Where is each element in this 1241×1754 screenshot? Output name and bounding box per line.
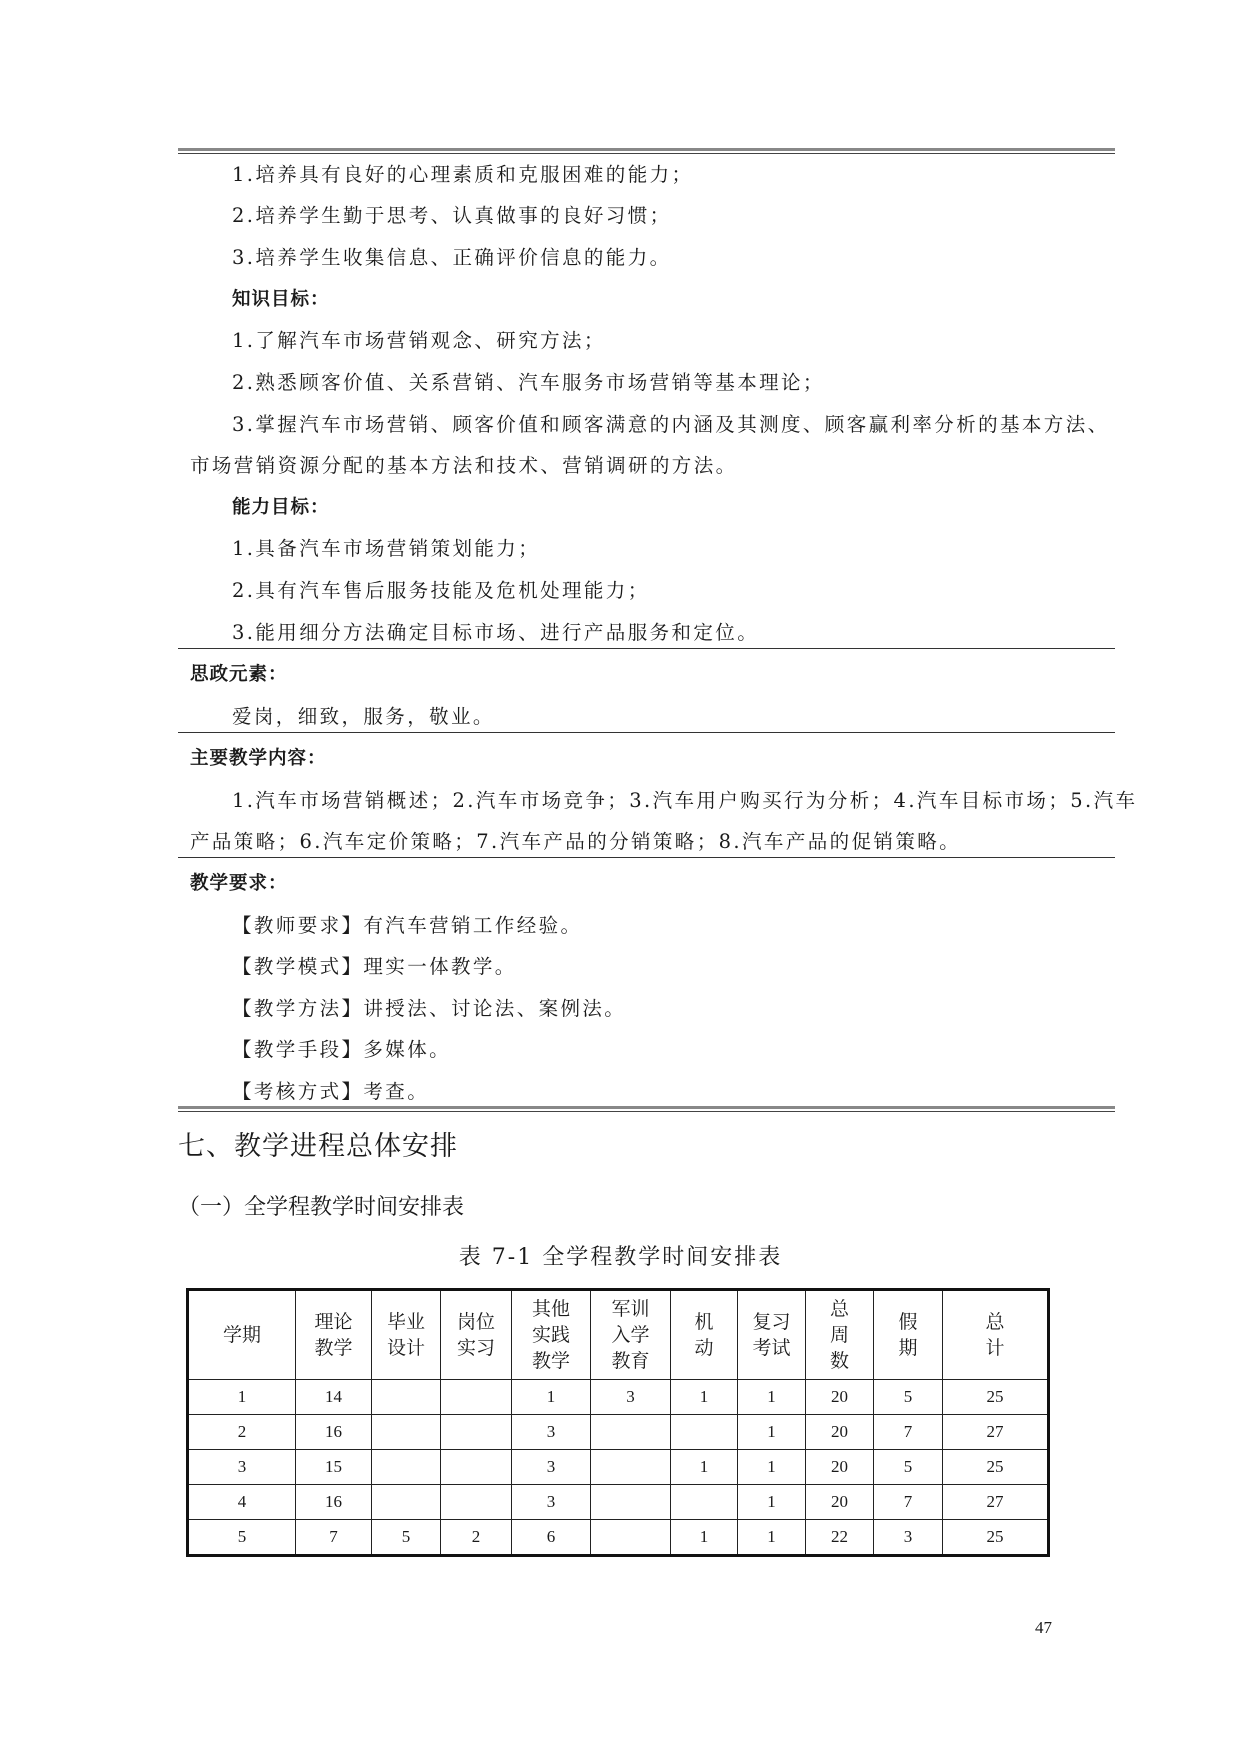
table-cell: 1 [738, 1520, 806, 1556]
table-cell: 22 [806, 1520, 874, 1556]
knowledge-item: 市场营销资源分配的基本方法和技术、营销调研的方法。 [190, 454, 738, 477]
ability-item: 2.具有汽车售后服务技能及危机处理能力； [232, 579, 650, 602]
requirement-item: 【教学模式】理实一体教学。 [232, 955, 517, 978]
knowledge-item: 2.熟悉顾客价值、关系营销、汽车服务市场营销等基本理论； [232, 371, 825, 394]
table-cell: 14 [296, 1380, 372, 1415]
table-cell: 2 [188, 1415, 296, 1450]
table-cell [671, 1415, 738, 1450]
table-cell: 7 [874, 1415, 943, 1450]
ability-item: 1.具备汽车市场营销策划能力； [232, 537, 541, 560]
requirement-item: 【教学手段】多媒体。 [232, 1038, 452, 1061]
requirement-item: 【教学方法】讲授法、讨论法、案例法。 [232, 997, 627, 1020]
content-line-2: 产品策略；6.汽车定价策略；7.汽车产品的分销策略；8.汽车产品的促销策略。 [190, 830, 962, 853]
table-cell [441, 1450, 512, 1485]
subsection-heading: （一）全学程教学时间安排表 [178, 1195, 465, 1220]
table-cell: 1 [671, 1520, 738, 1556]
header-cell: 学期 [188, 1290, 296, 1380]
table-cell [372, 1415, 441, 1450]
requirement-item: 【教师要求】有汽车营销工作经验。 [232, 914, 583, 937]
table-cell: 3 [591, 1380, 671, 1415]
table-cell: 3 [188, 1450, 296, 1485]
header-cell: 总 周 数 [806, 1290, 874, 1380]
table-cell: 20 [806, 1450, 874, 1485]
table-row [188, 1415, 1049, 1450]
table-cell: 1 [188, 1380, 296, 1415]
table-cell: 1 [671, 1450, 738, 1485]
header-cell: 军训 入学 教育 [591, 1290, 671, 1380]
table-cell: 7 [296, 1520, 372, 1556]
quality-goal-2: 2.培养学生勤于思考、认真做事的良好习惯； [232, 204, 672, 227]
page-number: 47 [1035, 1618, 1052, 1637]
knowledge-title: 知识目标： [232, 289, 330, 310]
table-cell [591, 1485, 671, 1520]
ability-item: 3.能用细分方法确定目标市场、进行产品服务和定位。 [232, 621, 760, 644]
requirement-item: 【考核方式】考查。 [232, 1080, 430, 1103]
table-cell: 16 [296, 1485, 372, 1520]
header-cell: 其他 实践 教学 [512, 1290, 591, 1380]
table-header-row [188, 1290, 1049, 1380]
header-cell: 毕业 设计 [372, 1290, 441, 1380]
section-divider [178, 732, 1115, 733]
table-cell: 20 [806, 1415, 874, 1450]
table-cell [591, 1415, 671, 1450]
table-caption: 表 7-1 全学程教学时间安排表 [458, 1245, 783, 1270]
table-cell: 5 [874, 1450, 943, 1485]
schedule-table [186, 1288, 1050, 1557]
ideology-text: 爱岗，细致，服务，敬业。 [232, 705, 495, 728]
content-title: 主要教学内容： [190, 748, 327, 769]
ability-title: 能力目标： [232, 497, 330, 518]
header-cell: 岗位 实习 [441, 1290, 512, 1380]
table-row [188, 1485, 1049, 1520]
table-cell: 5 [874, 1380, 943, 1415]
table-cell: 3 [512, 1485, 591, 1520]
table-cell: 4 [188, 1485, 296, 1520]
table-cell: 1 [512, 1380, 591, 1415]
table-cell: 15 [296, 1450, 372, 1485]
table-cell [372, 1450, 441, 1485]
section-divider [178, 857, 1115, 858]
section-heading: 七、教学进程总体安排 [178, 1131, 458, 1162]
table-cell: 2 [441, 1520, 512, 1556]
table-cell: 3 [512, 1450, 591, 1485]
table-cell: 5 [372, 1520, 441, 1556]
table-row [188, 1450, 1049, 1485]
table-cell: 1 [738, 1485, 806, 1520]
knowledge-item: 1.了解汽车市场营销观念、研究方法； [232, 329, 606, 352]
table-cell: 1 [738, 1380, 806, 1415]
table-cell: 25 [943, 1520, 1049, 1556]
table-cell [441, 1380, 512, 1415]
table-cell: 25 [943, 1380, 1049, 1415]
header-cell: 复习 考试 [738, 1290, 806, 1380]
table-cell [591, 1450, 671, 1485]
section-divider [178, 648, 1115, 649]
ideology-title: 思政元素： [190, 664, 288, 685]
table-cell: 6 [512, 1520, 591, 1556]
table-cell: 3 [874, 1520, 943, 1556]
header-cell: 机 动 [671, 1290, 738, 1380]
knowledge-item: 3.掌握汽车市场营销、顾客价值和顾客满意的内涵及其测度、顾客赢利率分析的基本方法、 [232, 413, 1110, 436]
table-cell [441, 1415, 512, 1450]
table-cell: 7 [874, 1485, 943, 1520]
bottom-rule [178, 1106, 1115, 1109]
content-line-1: 1.汽车市场营销概述；2.汽车市场竞争；3.汽车用户购买行为分析；4.汽车目标市场；5.汽车 [232, 789, 1138, 812]
table-cell: 3 [512, 1415, 591, 1450]
table-cell: 1 [738, 1415, 806, 1450]
header-cell: 假 期 [874, 1290, 943, 1380]
quality-goal-1: 1.培养具有良好的心理素质和克服困难的能力； [232, 163, 694, 186]
table-cell: 16 [296, 1415, 372, 1450]
table-cell: 5 [188, 1520, 296, 1556]
requirements-title: 教学要求： [190, 873, 288, 894]
table-cell [372, 1380, 441, 1415]
table-cell: 1 [671, 1380, 738, 1415]
table-cell: 20 [806, 1485, 874, 1520]
table-cell [671, 1485, 738, 1520]
header-cell: 理论 教学 [296, 1290, 372, 1380]
table-cell [441, 1485, 512, 1520]
header-cell: 总 计 [943, 1290, 1049, 1380]
quality-goal-3: 3.培养学生收集信息、正确评价信息的能力。 [232, 246, 672, 269]
table-row [188, 1520, 1049, 1556]
table-cell [372, 1485, 441, 1520]
table-cell: 25 [943, 1450, 1049, 1485]
table-cell: 27 [943, 1485, 1049, 1520]
table-cell: 20 [806, 1380, 874, 1415]
table-row [188, 1380, 1049, 1415]
table-cell: 27 [943, 1415, 1049, 1450]
table-cell [591, 1520, 671, 1556]
top-rule [178, 148, 1115, 151]
table-cell: 1 [738, 1450, 806, 1485]
